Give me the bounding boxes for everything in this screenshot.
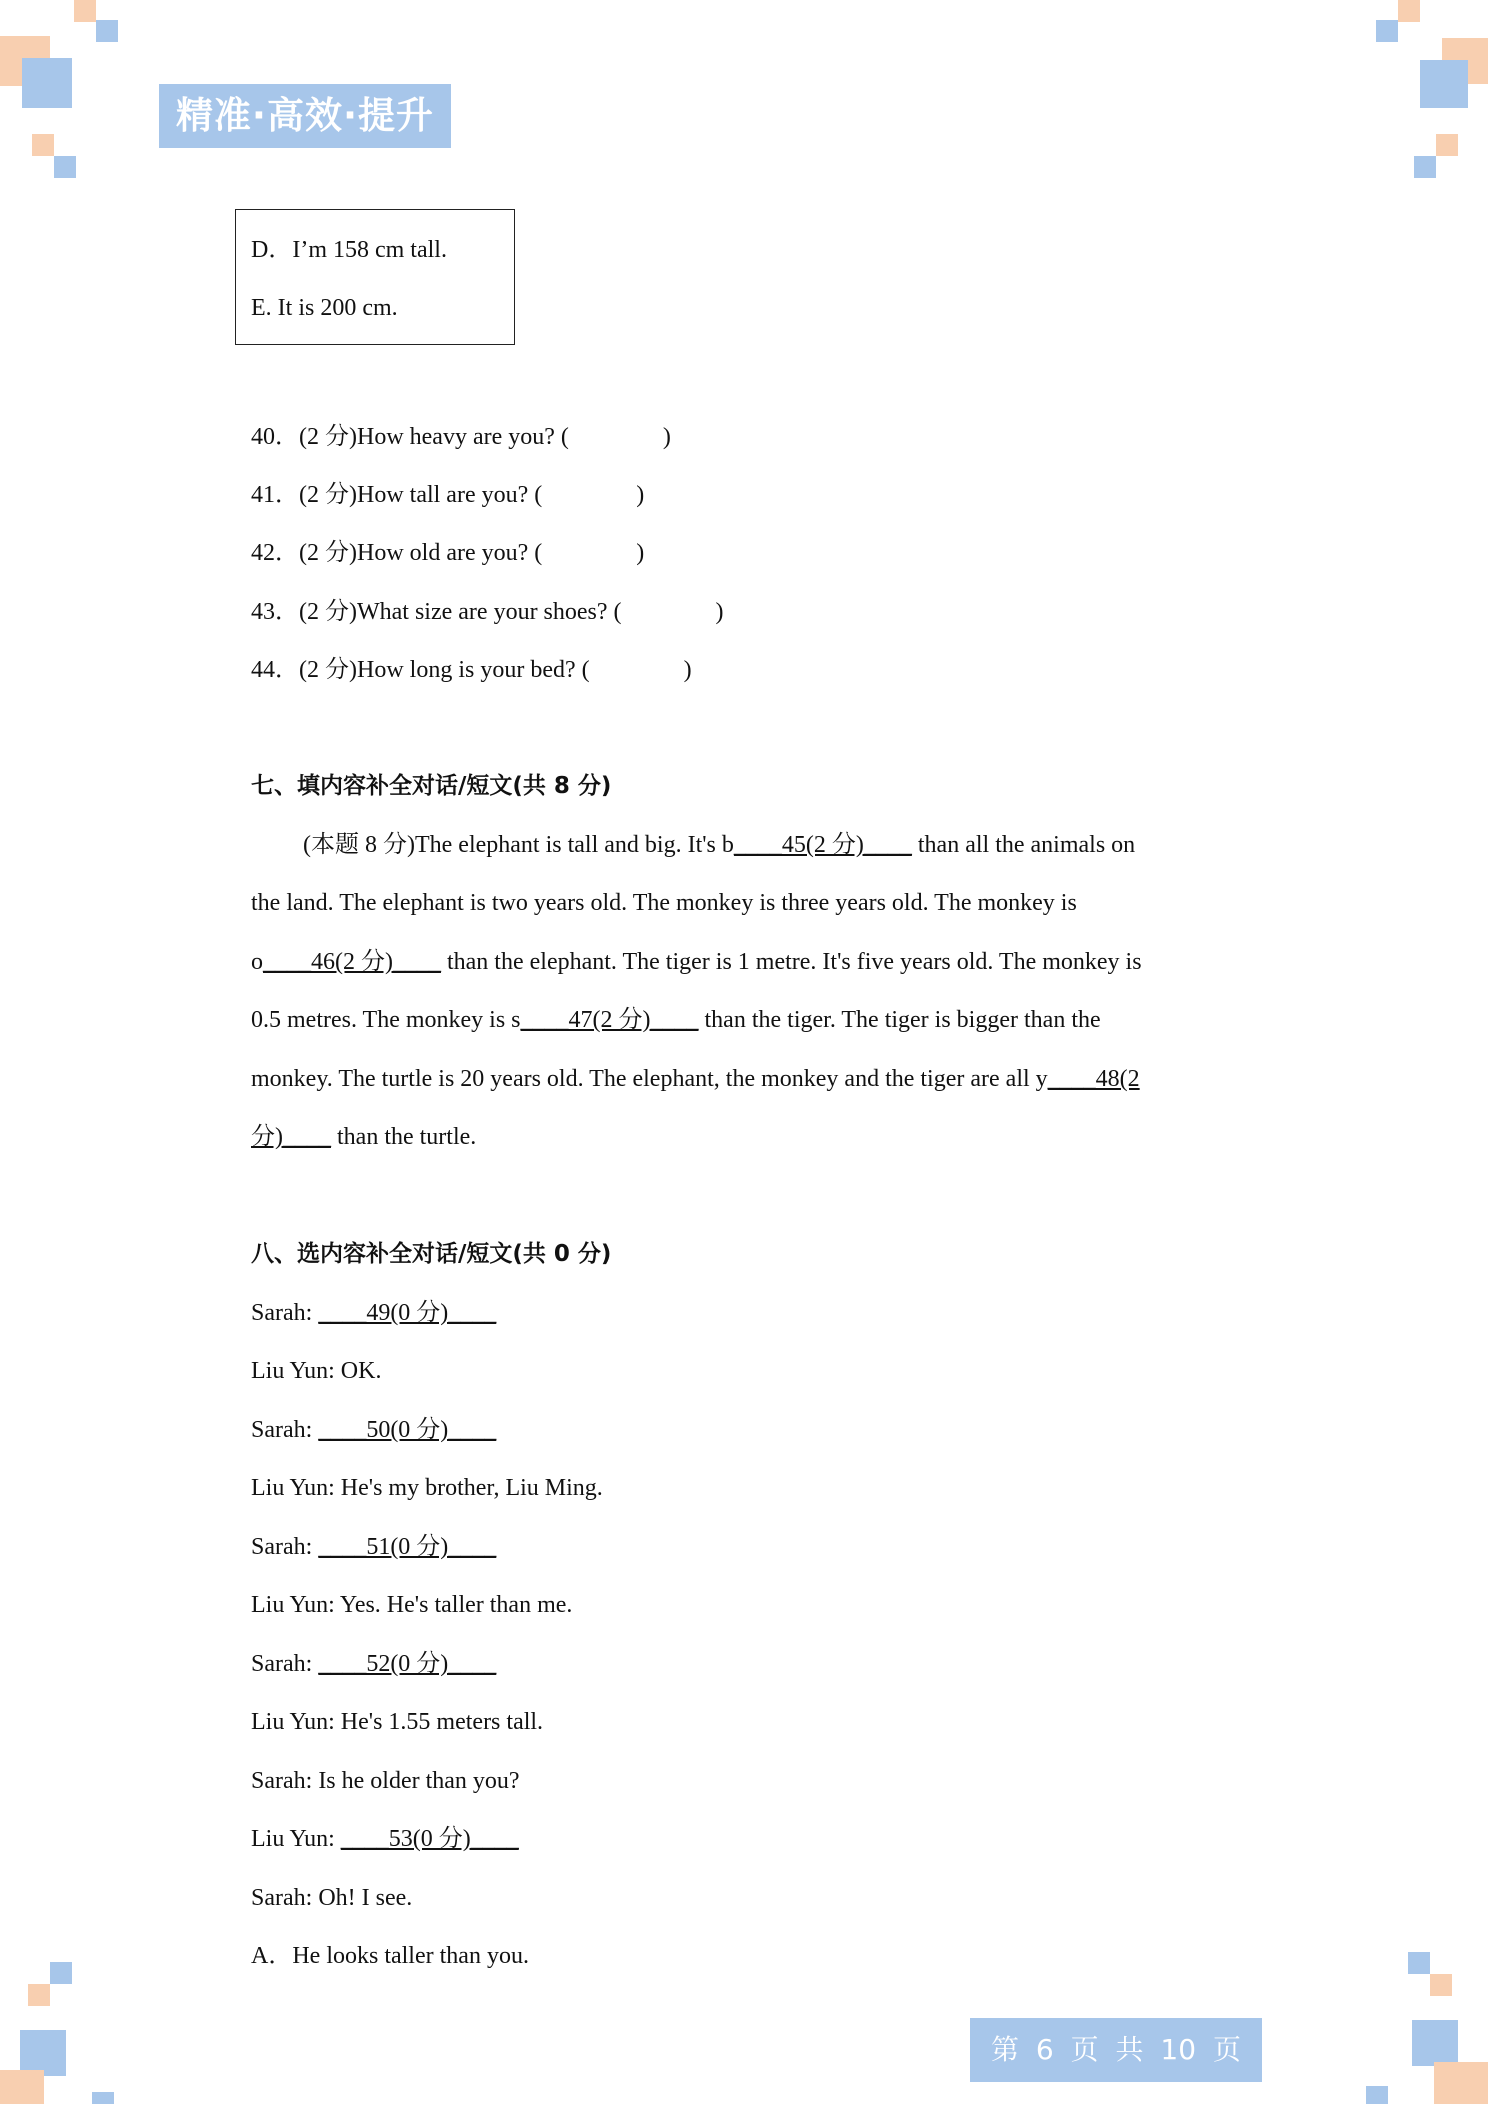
blank-45[interactable]: ____45(2 分)____ <box>733 832 912 858</box>
decor-square <box>1376 20 1398 42</box>
decor-square <box>28 1984 50 2006</box>
passage-line: o____46(2 分)____ than the elephant. The tiger is 1 metre. It's five years old. The monkey is <box>251 949 1142 975</box>
answer-option-a: A．He looks taller than you. <box>251 1943 529 1969</box>
dialogue-line: Liu Yun: Yes. He's taller than me. <box>251 1592 573 1618</box>
decor-square <box>32 134 54 156</box>
decor-square <box>1398 0 1420 22</box>
decor-square <box>1366 2086 1388 2104</box>
blank-51[interactable]: ____51(0 分)____ <box>318 1534 497 1560</box>
brand-banner: 精准·高效·提升 <box>159 84 451 148</box>
dialogue-line: Sarah: ____51(0 分)____ <box>251 1534 497 1560</box>
options-box <box>235 209 515 345</box>
blank-49[interactable]: ____49(0 分)____ <box>318 1300 497 1326</box>
page-number: 第 6 页 共 10 页 <box>970 2018 1262 2082</box>
section-8-heading: 八、选内容补全对话/短文(共 0 分) <box>251 1241 612 1267</box>
passage-line: monkey. The turtle is 20 years old. The elephant, the monkey and the tiger are all y____48(2 <box>251 1066 1140 1092</box>
passage-line: the land. The elephant is two years old. The monkey is three years old. The monkey is <box>251 890 1077 916</box>
decor-square <box>50 1962 72 1984</box>
question-44: 44．(2 分)How long is your bed? ( ) <box>251 657 692 683</box>
decor-square <box>96 20 118 42</box>
dialogue-line: Sarah: Oh! I see. <box>251 1885 413 1911</box>
blank-48[interactable]: ____48(2 <box>1047 1066 1140 1092</box>
question-41: 41．(2 分)How tall are you? ( ) <box>251 482 645 508</box>
dialogue-line: Sarah: Is he older than you? <box>251 1768 520 1794</box>
dialogue-line: Sarah: ____52(0 分)____ <box>251 1651 497 1677</box>
blank-47[interactable]: ____47(2 分)____ <box>520 1007 699 1033</box>
decor-square <box>0 2070 44 2104</box>
decor-square <box>1414 156 1436 178</box>
decor-square <box>74 0 96 22</box>
dialogue-line: Liu Yun: He's my brother, Liu Ming. <box>251 1475 603 1501</box>
blank-48-continued[interactable]: 分)____ <box>251 1124 331 1150</box>
question-40: 40．(2 分)How heavy are you? ( ) <box>251 424 671 450</box>
dialogue-line: Sarah: ____49(0 分)____ <box>251 1300 497 1326</box>
blank-52[interactable]: ____52(0 分)____ <box>318 1651 497 1677</box>
decor-square <box>1420 60 1468 108</box>
decor-square <box>92 2092 114 2104</box>
dialogue-line: Liu Yun: ____53(0 分)____ <box>251 1826 519 1852</box>
dialogue-line: Sarah: ____50(0 分)____ <box>251 1417 497 1443</box>
question-42: 42．(2 分)How old are you? ( ) <box>251 540 645 566</box>
blank-50[interactable]: ____50(0 分)____ <box>318 1417 497 1443</box>
passage-line: 0.5 metres. The monkey is s____47(2 分)____ than the tiger. The tiger is bigger than the <box>251 1007 1101 1033</box>
decor-square <box>22 58 72 108</box>
decor-square <box>1434 2062 1488 2104</box>
decor-square <box>1408 1952 1430 1974</box>
blank-46[interactable]: ____46(2 分)____ <box>263 949 441 975</box>
section-7-heading: 七、填内容补全对话/短文(共 8 分) <box>251 773 612 799</box>
dialogue-line: Liu Yun: He's 1.55 meters tall. <box>251 1709 544 1735</box>
passage-line: 分)____ than the turtle. <box>251 1124 477 1150</box>
decor-square <box>54 156 76 178</box>
option-e: E. It is 200 cm. <box>251 295 398 321</box>
option-d: D．I’m 158 cm tall. <box>251 237 447 263</box>
passage-line: (本题 8 分)The elephant is tall and big. It's b____45(2 分)____ than all the animals on <box>303 832 1136 858</box>
decor-square <box>1436 134 1458 156</box>
decor-square <box>1430 1974 1452 1996</box>
dialogue-line: Liu Yun: OK. <box>251 1358 382 1384</box>
question-43: 43．(2 分)What size are your shoes? ( ) <box>251 599 724 625</box>
blank-53[interactable]: ____53(0 分)____ <box>340 1826 519 1852</box>
decor-square <box>1412 2020 1458 2066</box>
